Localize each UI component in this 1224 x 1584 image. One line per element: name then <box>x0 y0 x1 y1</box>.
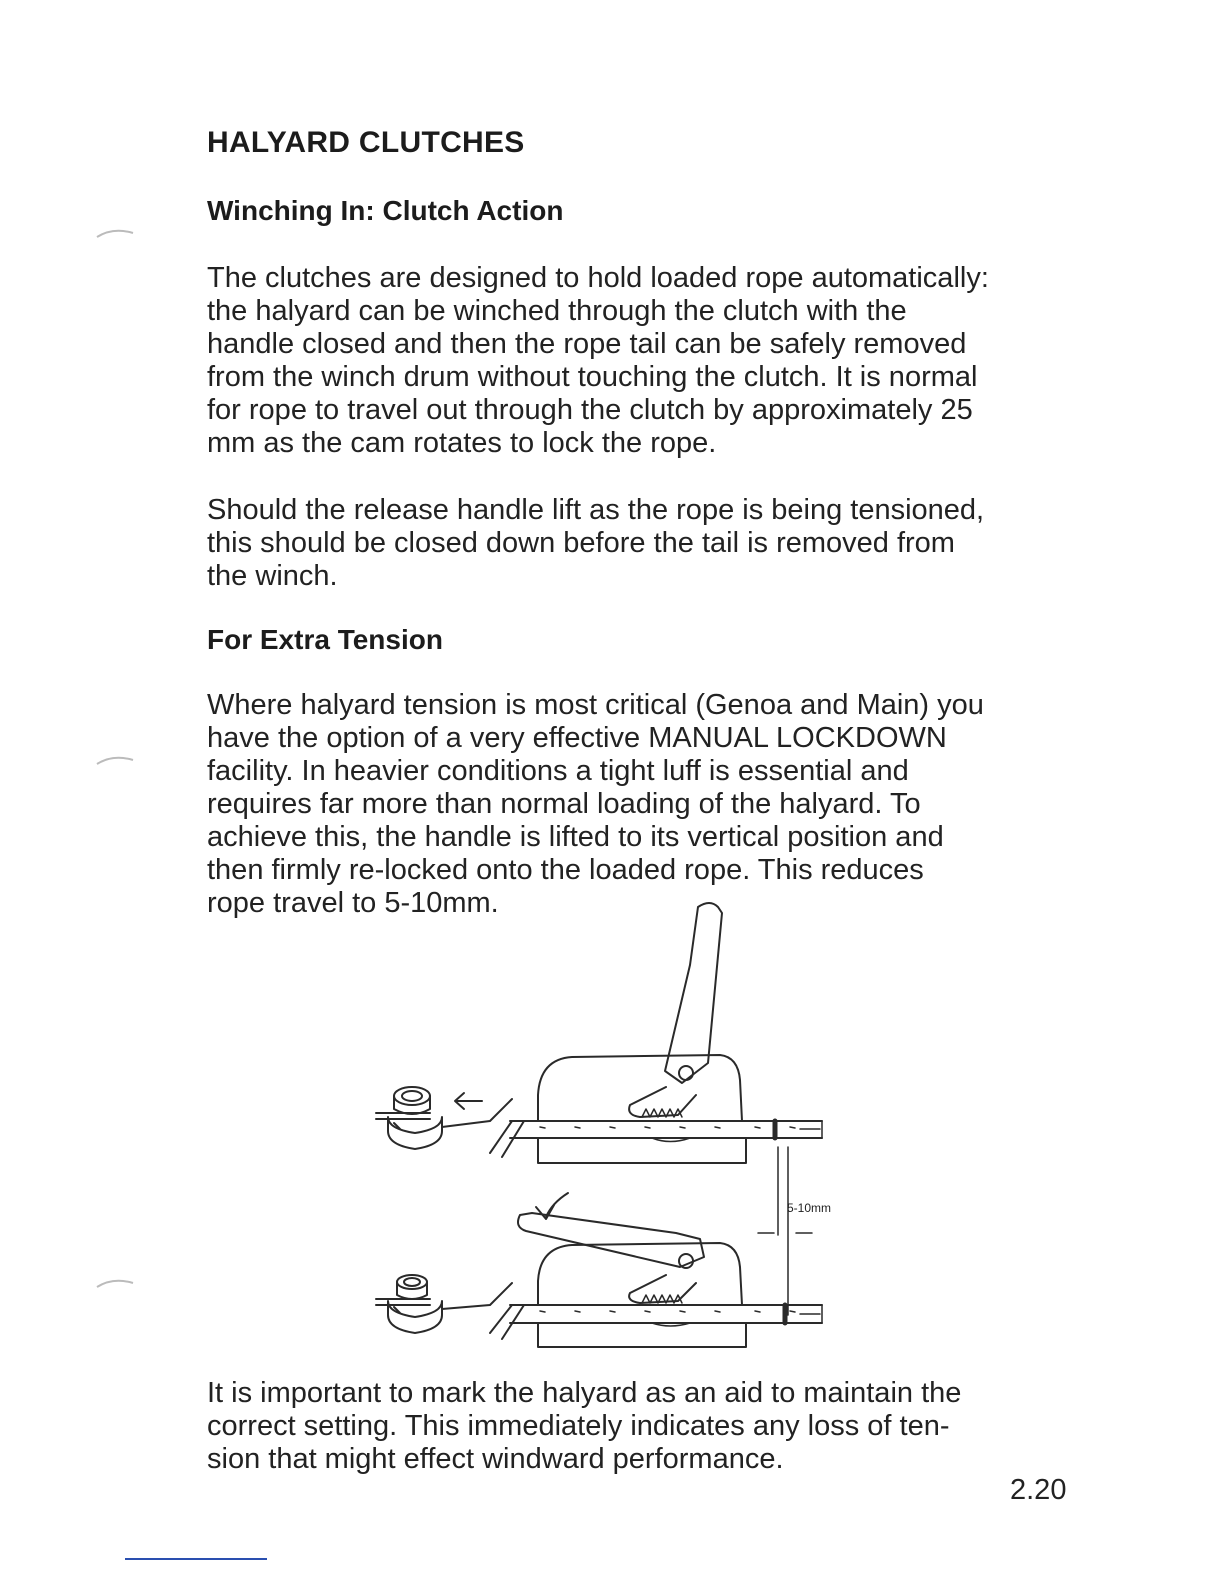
winch-drum-icon <box>376 1087 442 1149</box>
text-line: Should the release handle lift as the rope is being tensioned, <box>207 494 985 526</box>
text-line: have the option of a very effective MANUAL LOCKDOWN <box>207 722 947 754</box>
text-line: then firmly re-locked onto the loaded rope. This reduces <box>207 854 924 886</box>
text-line: the winch. <box>207 560 338 592</box>
text-line: for rope to travel out through the clutch by approximately 25 <box>207 394 973 426</box>
text-line: requires far more than normal loading of the halyard. To <box>207 788 921 820</box>
paragraph-release-handle <box>207 494 984 593</box>
paragraph-clutch-design <box>207 262 989 460</box>
text-line: this should be closed down before the tail is removed from <box>207 527 955 559</box>
text-line: It is important to mark the halyard as an aid to maintain the <box>207 1377 962 1409</box>
winch-drum-icon <box>376 1275 442 1333</box>
text-line: Where halyard tension is most critical (Genoa and Main) you <box>207 689 984 721</box>
text-line: facility. In heavier conditions a tight luff is essential and <box>207 755 909 787</box>
text-line: mm as the cam rotates to lock the rope. <box>207 427 717 459</box>
paragraph-manual-lockdown <box>207 689 984 920</box>
page-title: HALYARD CLUTCHES <box>207 126 525 159</box>
punch-mark <box>95 1275 135 1291</box>
section-heading-clutch-action: Winching In: Clutch Action <box>207 195 564 226</box>
text-line: The clutches are designed to hold loaded rope automatically: <box>207 262 989 294</box>
punch-mark <box>95 752 135 768</box>
punch-mark <box>95 225 135 241</box>
clutch-lockdown-diagram <box>360 895 880 1365</box>
text-line: sion that might effect windward performance. <box>207 1443 784 1475</box>
text-line: from the winch drum without touching the clutch. It is normal <box>207 361 978 393</box>
text-line: rope travel to 5-10mm. <box>207 887 499 919</box>
travel-measurement-label: 5-10mm <box>787 1201 832 1215</box>
paragraph-mark-halyard <box>207 1377 961 1476</box>
text-line: handle closed and then the rope tail can be safely removed <box>207 328 967 360</box>
page-number: 2.20 <box>1010 1474 1067 1506</box>
footer-rule <box>125 1558 267 1560</box>
text-line: correct setting. This immediately indicates any loss of ten- <box>207 1410 950 1442</box>
text-line: achieve this, the handle is lifted to its vertical position and <box>207 821 944 853</box>
section-heading-extra-tension: For Extra Tension <box>207 624 443 655</box>
text-line: the halyard can be winched through the clutch with the <box>207 295 907 327</box>
